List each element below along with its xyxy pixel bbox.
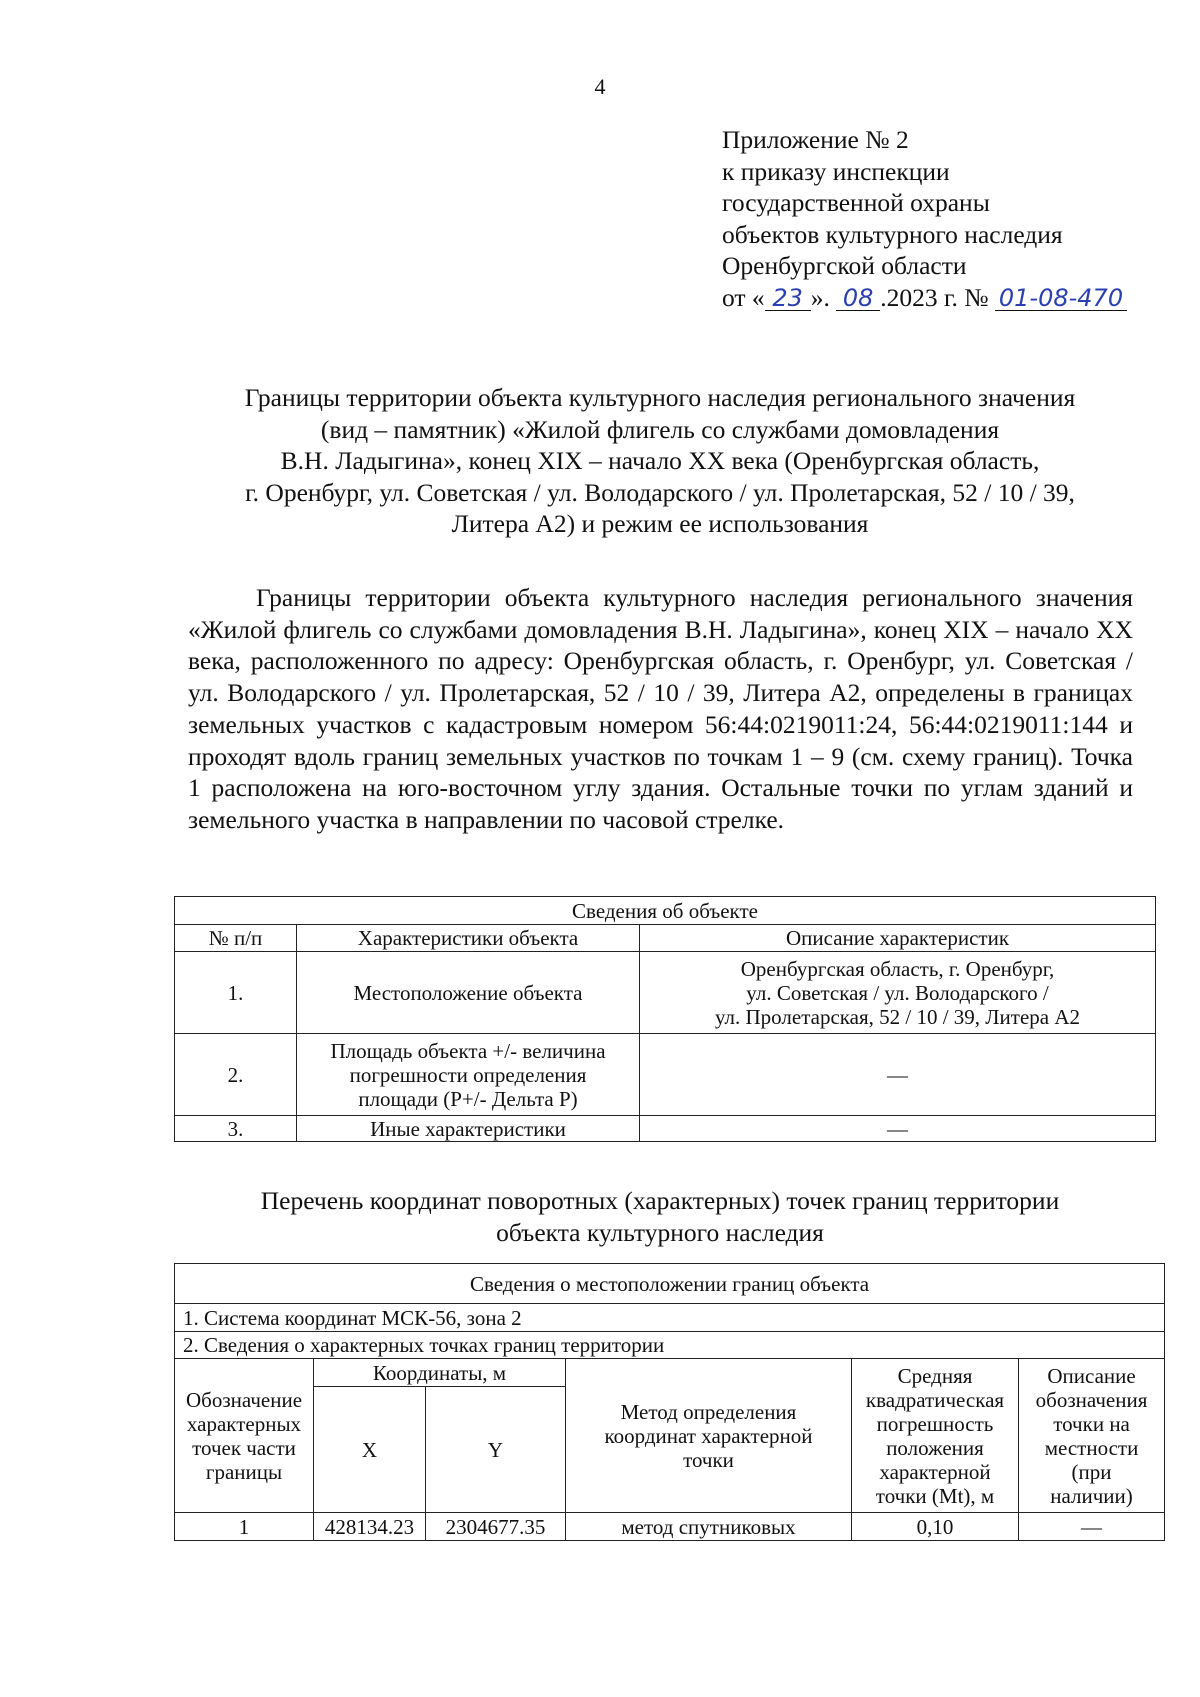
row-number: 1.: [175, 952, 297, 1034]
header-method: [566, 1359, 852, 1513]
header-line: координат характерной: [604, 1423, 813, 1448]
handwritten-day: 23: [765, 286, 811, 311]
point-description: —: [1019, 1513, 1165, 1541]
header-line: Средняя: [897, 1363, 973, 1388]
row-description: —: [640, 1116, 1156, 1142]
header-line: квадратическая: [865, 1387, 1005, 1412]
point-method: метод спутниковых: [566, 1513, 852, 1541]
row-description: [640, 952, 1156, 1034]
row-description: —: [640, 1034, 1156, 1116]
desc-line: ул. Пролетарская, 52 / 10 / 39, Литера А2: [714, 1004, 1081, 1029]
table1-caption: Сведения об объекте: [175, 897, 1156, 925]
header-line: точек части: [192, 1435, 296, 1460]
coordinate-system: 1. Система координат МСК-56, зона 2: [175, 1304, 1165, 1332]
date-year: .2023 г. №: [880, 282, 989, 312]
header-line: погрешность: [876, 1411, 994, 1436]
table-row: [175, 1116, 1156, 1142]
row-number: 2.: [175, 1034, 297, 1116]
title-line: г. Оренбург, ул. Советская / ул. Володарского / ул. Пролетарская, 52 / 10 / 39,: [245, 477, 1075, 507]
annex-line: государственной охраны: [722, 188, 990, 217]
table2-caption: Сведения о местоположении границ объекта: [175, 1264, 1165, 1304]
header-line: обозначения: [1035, 1387, 1148, 1412]
header-designation: [175, 1359, 314, 1513]
header-description: [1019, 1359, 1165, 1513]
point-y: 2304677.35: [426, 1513, 566, 1541]
date-prefix: от «: [722, 282, 765, 312]
document-title: [172, 382, 1148, 540]
desc-line: ул. Советская / ул. Володарского /: [746, 980, 1049, 1005]
title-line: В.Н. Ладыгина», конец XIX – начало XX века (Оренбургская область,: [280, 446, 1040, 475]
handwritten-order-number: 01-08-470: [995, 286, 1127, 311]
header-error: [852, 1359, 1019, 1513]
annex-line: объектов культурного наследия: [722, 219, 1063, 249]
name-line: Площадь объекта +/- величина: [330, 1038, 606, 1063]
title-line: Литера А2) и режим ее использования: [451, 509, 869, 538]
title-line: Границы территории объекта культурного наследия регионального значения: [244, 383, 1076, 412]
table1-header-num: № п/п: [175, 925, 297, 952]
desc-line: Оренбургская область, г. Оренбург,: [740, 956, 1055, 981]
points-title: 2. Сведения о характерных точках границ территории: [175, 1332, 1165, 1359]
row-number: 3.: [175, 1116, 297, 1142]
annex-line: Приложение № 2: [722, 125, 909, 154]
point-error: 0,10: [852, 1513, 1019, 1541]
header-line: характерной: [879, 1459, 991, 1484]
annex-block: [722, 124, 1127, 313]
annex-line: к приказу инспекции: [722, 156, 950, 186]
row-characteristic: Местоположение объекта: [297, 952, 640, 1034]
title-line: (вид – памятник) «Жилой флигель со службами домовладения: [320, 414, 1000, 444]
name-line: площади (Р+/- Дельта Р): [358, 1086, 578, 1111]
header-coordinates: Координаты, м: [314, 1359, 566, 1387]
heading-line: объекта культурного наследия: [496, 1217, 824, 1247]
header-line: Метод определения: [620, 1399, 797, 1424]
table-row: [175, 952, 1156, 1034]
header-line: границы: [205, 1459, 283, 1484]
point-x: 428134.23: [314, 1513, 426, 1541]
coordinates-table: [174, 1263, 1165, 1541]
annex-line: Оренбургской области: [722, 251, 967, 280]
header-line: характерных: [186, 1411, 302, 1436]
header-line: точки (Mt), м: [875, 1483, 995, 1508]
header-line: (при: [1071, 1459, 1112, 1484]
header-line: положения: [886, 1435, 984, 1460]
name-line: погрешности определения: [349, 1062, 587, 1087]
page-number: 4: [594, 74, 606, 99]
header-line: точки на: [1053, 1411, 1130, 1436]
date-mid: ».: [810, 282, 830, 312]
point-id: 1: [175, 1513, 314, 1541]
table-row: [175, 1034, 1156, 1116]
heading-line: Перечень координат поворотных (характерных) точек границ территории: [260, 1186, 1060, 1215]
table1-header-name: Характеристики объекта: [297, 925, 640, 952]
header-line: наличии): [1050, 1483, 1133, 1508]
row-characteristic: [297, 1034, 640, 1116]
table1-header-desc: Описание характеристик: [640, 925, 1156, 952]
header-y: Y: [426, 1387, 566, 1513]
table-row: [175, 1513, 1165, 1541]
object-info-table: [174, 896, 1156, 1142]
header-line: местности: [1044, 1435, 1139, 1460]
header-line: Описание: [1047, 1363, 1136, 1388]
coordinates-heading: [172, 1185, 1148, 1248]
header-line: Обозначение: [185, 1387, 303, 1412]
header-x: X: [314, 1387, 426, 1513]
row-characteristic: Иные характеристики: [297, 1116, 640, 1142]
annex-date-line: [722, 282, 1127, 314]
header-line: точки: [683, 1447, 734, 1472]
handwritten-month: 08: [836, 286, 880, 311]
body-paragraph: Границы территории объекта культурного наследия регионального значения «Жилой флигель со службами домовладения В.Н. Ладыгина», конец XIX – начало XX века, расположенного по адресу: Оренбургская область, г. Оренбург, ул. Советская / ул. Володарского / ул. Пролетарская, 52 / 10 / 39, Литера А2, определены в границах земельных участков с кадастровым номером 56:44:0219011:24, 56:44:0219011:144 и проходят вдоль границ земельных участков по точкам 1 – 9 (см. схему границ). Точка 1 расположена на юго-восточном углу здания. Остальные точки по углам зданий и земельного участка в направлении по часовой стрелке.: [188, 583, 1133, 834]
